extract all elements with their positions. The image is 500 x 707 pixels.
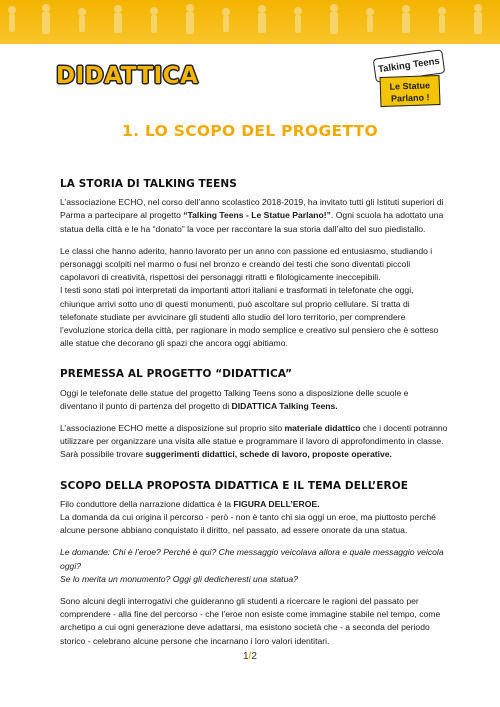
talking-teens-logo-bottom (379, 75, 440, 107)
header-band (0, 0, 500, 44)
question-line (60, 573, 448, 586)
paragraph (60, 422, 448, 462)
text-run: Oggi le telefonate delle statue del progetto Talking Teens sono a disposizione delle scuole e diventano il punto di partenza del progetto di (60, 387, 409, 411)
question-line (60, 546, 448, 572)
bold-text: materiale didattico (284, 423, 361, 434)
paragraph (60, 498, 448, 511)
text-run: . Ogni scuola ha adottato una statua della città e le ha “donato” la voce per raccontare la sua storia dall’alto del suo piedistallo. (60, 210, 444, 234)
page-number (0, 651, 500, 662)
paragraph: Sono alcuni degli interrogativi che guideranno gli studenti a ricercare le ragioni del passato per comprendere - alla fine del percorso - che l’eroe non esiste come immagine stabile nel tempo, come archetipo a cui ogni generazione deve adattarsi, ma esistono società che - a seconda del periodo storico - celebrano alcune persone che incarnano i loro valori identitari. (60, 596, 441, 646)
section-heading-premessa: PREMESSA AL PROGETTO “DIDATTICA” (60, 368, 293, 381)
page-separator: / (248, 651, 252, 662)
document-body (60, 178, 448, 648)
page-total: 2 (251, 651, 257, 662)
section-heading-storia: LA STORIA DI TALKING TEENS (60, 178, 237, 190)
paragraph: I testi sono stati poi interpretati da importanti attori italiani e trasformati in telefonate che oggi, chiunque arrivi sotto uno di questi monumenti, può ascoltare sul proprio cellulare. Si tratta di telefonate studiate per avvicinare gli studenti allo studio del loro territorio, per comprendere l’evoluzione storica della città, per ragionare in modo semplice e creativo sul pensiero che è sotteso alle statue che decorano gli spazi che ancora oggi abitiamo. (60, 285, 439, 349)
paragraph (60, 387, 448, 413)
bold-text: “Talking Teens - Le Statue Parlano!” (183, 210, 331, 221)
didattica-logo-text: DIDATTICA (56, 63, 199, 89)
page-title: 1. LO SCOPO DEL PROGETTO (121, 122, 378, 140)
talking-teens-logo-line1: Le Statue (389, 80, 431, 92)
didattica-logo (56, 63, 199, 89)
paragraph: La domanda da cui origina il percorso - però - non è tanto chi sia oggi un eroe, ma piuttosto perché alcune persone abbiano conquistato il diritto, nel passato, ad essere onorate da una statua. (60, 512, 436, 536)
bold-text: suggerimenti didattici, schede di lavoro, proposte operative. (145, 449, 392, 460)
text-run: L’associazione ECHO mette a disposizione sul proprio sito (60, 423, 285, 434)
italic-text: Le domande: Chi è l’eroe? Perché è qui? Che messaggio veicolava allora e quale messaggio veicola oggi? (60, 547, 444, 571)
text-run: L’associazione ECHO, nel corso dell’anno scolastico 2018-2019, ha invitato tutti gli Istituti superiori di Parma a partecipare al progetto (60, 197, 444, 221)
paragraph (60, 196, 448, 236)
bold-text: FIGURA DELL’EROE. (233, 498, 320, 509)
talking-teens-logo-top: Talking Teens (373, 49, 446, 83)
paragraph: Le classi che hanno aderito, hanno lavorato per un anno con passione ed entusiasmo, studiando i personaggi scolpiti nel marmo o fusi nel bronzo e creando dei testi che sono diventati piccoli capolavori di creatività, rispettosi dei personaggi ritratti e filologicamente ineccepibili. (60, 245, 433, 283)
text-run: che i docenti potranno utilizzare per organizzare una visita alle statue e programmare il lavoro di approfondimento in classe. Sarà possibile trovare (60, 423, 448, 460)
italic-text: Se lo merita un monumento? Oggi gli dedicheresti una statua? (60, 573, 298, 584)
text-run: Filo conduttore della narrazione didattica è la (60, 498, 234, 509)
section-heading-scopo: SCOPO DELLA PROPOSTA DIDATTICA E IL TEMA DELL’EROE (60, 479, 408, 492)
talking-teens-logo (368, 52, 446, 108)
bold-text: DIDATTICA Talking Teens. (231, 400, 338, 411)
page-current: 1 (243, 651, 249, 662)
talking-teens-logo-line2: Parlano ! (390, 92, 430, 104)
silhouettes-decoration (0, 0, 500, 44)
